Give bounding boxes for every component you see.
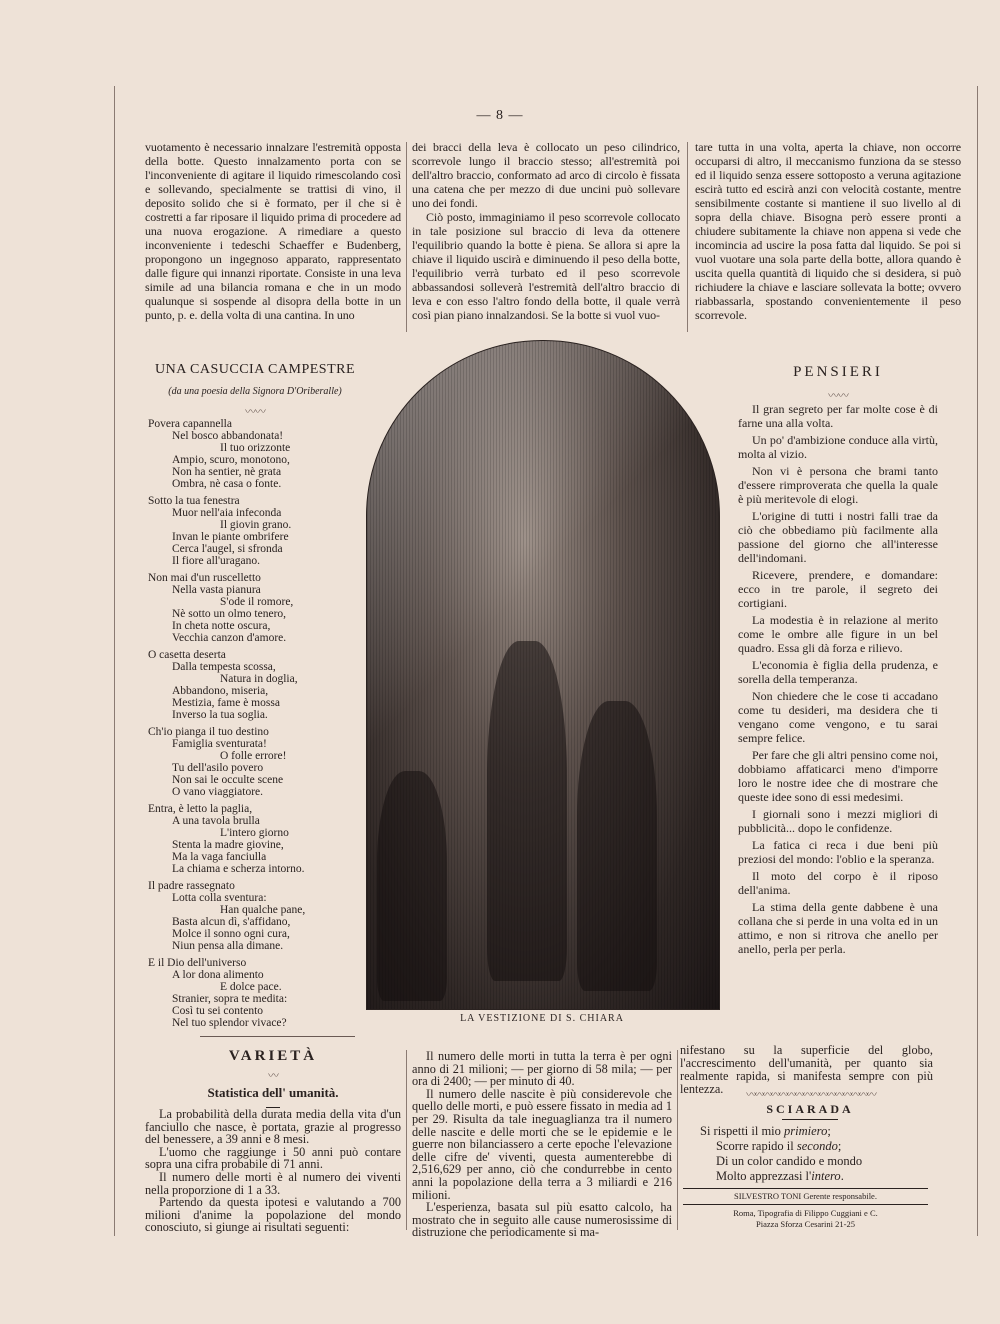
paragraph: dei bracci della leva è collocato un peso cilindrico, scorrevole lungo il braccio stesso; all'estremità poi dell'altro braccio, conformato ad arco di circolo è fissata una catena che per mezzo di due uncini può sollevare uno dei fondi. <box>412 140 680 210</box>
pensiero-item: Non vi è persona che brami tanto d'essere rimproverata che quella la quale è più meritevole di elogi. <box>738 464 938 506</box>
poem-line: Povera capannella <box>148 418 232 430</box>
footer-rule <box>683 1188 928 1189</box>
sciarada-line <box>700 1139 920 1154</box>
ornament: 〰〰 <box>245 406 265 418</box>
verse-text: Di un color candido e mondo <box>716 1154 863 1168</box>
poem-line: Non mai d'un ruscelletto <box>148 572 261 584</box>
column-divider <box>677 1050 678 1230</box>
poem-stanza <box>148 572 368 644</box>
poem-line: Famiglia sventurata! <box>172 738 267 750</box>
poem-line: Nel bosco abbandonata! <box>172 430 284 442</box>
ornament: 〰 <box>268 1070 278 1082</box>
varieta-col3-text: nifestano su la superficie del globo, l'accrescimento dell'umanità, per quanto sia realmente rapida, si manifesta sempre con più lentezza. <box>680 1043 933 1096</box>
page-number: — 8 — <box>476 108 524 123</box>
pensiero-item: Il moto del corpo è il riposo dell'anima. <box>738 869 938 897</box>
varieta-header <box>145 1048 401 1108</box>
verse-text: Molto apprezzasi l' <box>716 1169 812 1183</box>
verse-emphasis: primiero <box>784 1124 828 1138</box>
printer-line-2: Piazza Sforza Cesarini 21-25 <box>756 1219 855 1229</box>
poem-line: Muor nell'aia infeconda <box>172 507 282 519</box>
poem-line: S'ode il romore, <box>220 596 294 608</box>
poem-line: Molce il sonno ogni cura, <box>172 928 290 940</box>
pensiero-item: Per fare che gli altri pensino come noi, dobbiamo affaticarci meno d'imporre loro le nostre idee che di mostrare che queste idee sono di essi medesimi. <box>738 748 938 804</box>
pensieri-title: PENSIERI <box>793 364 883 380</box>
poem-header <box>145 362 365 425</box>
pensiero-item: Ricevere, prendere, e domandare: ecco in tre parole, il segreto dei cortigiani. <box>738 568 938 610</box>
pensiero-item: La stima della gente dabbene è una collana che si perde in una volta ed in un attimo, e non si ritrova che anello per anello, perla per perla. <box>738 900 938 956</box>
article-column-3 <box>695 140 961 322</box>
poem-line: Ampio, scuro, monotono, <box>172 454 290 466</box>
poem-line: Mestizia, fame è mossa <box>172 697 280 709</box>
paragraph: L'esperienza, basata sul più esatto calcolo, ha mostrato che in seguito alle cause numerosissime di distruzione che periodicamente si ma- <box>412 1200 672 1240</box>
poem-stanza <box>148 418 368 490</box>
varieta-title: VARIETÀ <box>228 1048 318 1064</box>
paragraph: Il numero delle morti è al numero dei viventi nella proporzione di 1 a 33. <box>145 1169 401 1197</box>
poem-line: Nè sotto un olmo tenero, <box>172 608 287 620</box>
poem-line: O casetta deserta <box>148 649 226 661</box>
wavy-rule: 〰〰〰〰〰〰〰〰〰〰〰〰〰〰〰〰 <box>746 1090 874 1100</box>
article-column-1 <box>145 140 401 322</box>
paragraph: tare tutta in una volta, aperta la chiave, non occorre occuparsi di altro, il meccanismo funziona da se stesso ed il liquido senza essere sottoposto a veruna agitazione escirà tutto ed escirà anzi con velocità costante, mentre sensibilmente costante si mantiene il suo livello al di sopra della chiave. Bisogna però essere pronti a chiudere subitamente la chiave non appena si vede che incomincia ad uscire la posa fatta dal liquido. Se poi si vuol vuotare una sola parte della botte, allora quando è uscita quella quantità di liquido che si desidera, si può richiudere la chiave e lasciare sollevata la botte; ovvero riabbassarla, spostando convenientemente il peso scorrevole. <box>695 140 961 322</box>
verse-emphasis: intero <box>811 1169 841 1183</box>
engraving-illustration <box>366 340 720 1010</box>
poem-stanza <box>148 880 368 952</box>
poem-body <box>148 418 368 1034</box>
poem-line: Ombra, nè casa o fonte. <box>172 478 282 490</box>
poem-line: Sotto la tua fenestra <box>148 495 240 507</box>
poem-line: Stenta la madre giovine, <box>172 839 284 851</box>
poem-line: Vecchia canzon d'amore. <box>172 632 287 644</box>
poem-line: Tu dell'asilo povero <box>172 762 264 774</box>
poem-stanza <box>148 649 368 721</box>
pensiero-item: Un po' d'ambizione conduce alla virtù, molta al vizio. <box>738 433 938 461</box>
poem-line: Non sai le occulte scene <box>172 774 284 786</box>
poem-line: E il Dio dell'universo <box>148 957 247 969</box>
poem-line: Nel tuo splendor vivace? <box>172 1017 287 1029</box>
poem-stanza <box>148 803 368 875</box>
poem-line: A una tavola brulla <box>172 815 260 827</box>
poem-line: E dolce pace. <box>220 981 282 993</box>
column-divider <box>406 1050 407 1230</box>
poem-line: Natura in doglia, <box>220 673 298 685</box>
figure-monk <box>577 701 657 991</box>
poem-line: Il fiore all'uragano. <box>172 555 260 567</box>
poem-line: La chiama e scherza intorno. <box>172 863 305 875</box>
poem-line: L'intero giorno <box>220 827 289 839</box>
poem-line: A lor dona alimento <box>172 969 264 981</box>
poem-line: Cerca l'augel, si sfronda <box>172 543 283 555</box>
poem-line: Abbandono, miseria, <box>172 685 269 697</box>
printer-info <box>683 1208 928 1230</box>
ornament: 〰〰 <box>828 390 848 402</box>
verse-punct: ; <box>837 1139 842 1153</box>
gerente-line: SILVESTRO TONI Gerente responsabile. <box>734 1191 877 1201</box>
poem-line: Han qualche pane, <box>220 904 306 916</box>
poem-line: Dalla tempesta scossa, <box>172 661 276 673</box>
poem-line: Così tu sei contento <box>172 1005 264 1017</box>
column-divider <box>406 142 407 332</box>
poem-line: Lotta colla sventura: <box>172 892 267 904</box>
poem-line: Niun pensa alla dimane. <box>172 940 284 952</box>
article-column-2 <box>412 140 680 322</box>
pensieri-list <box>738 402 938 959</box>
figure-saint <box>487 641 567 981</box>
paragraph: Il numero delle nascite è più considerevole che quello delle morti, e può essere fissato in media ad 1 per 29. Risulta da tale ineguaglianza tra il numero delle nascite e delle morti che se le epidemie e le guerre non bilanciassero a certe epoche l'elevazione delle cifre de' viventi, questa aumenterebbe di 2,516,629 per anno, ciò che condurrebbe in cento anni la popolazione della terra a 3 miliardi e 216 milioni. <box>412 1086 672 1202</box>
pensiero-item: L'economia è figlia della prudenza, e sorella della temperanza. <box>738 658 938 686</box>
section-rule <box>200 1036 355 1037</box>
varieta-column-3 <box>680 1044 933 1096</box>
poem-stanza <box>148 495 368 567</box>
verse-punct: . <box>840 1169 844 1183</box>
illustration-caption: LA VESTIZIONE DI S. CHIARA <box>460 1013 624 1024</box>
verse-punct: ; <box>827 1124 831 1138</box>
poem-line: Entra, è letto la paglia, <box>148 803 253 815</box>
poem-line: Non ha sentier, nè grata <box>172 466 282 478</box>
paragraph: Ciò posto, immaginiamo il peso scorrevole collocato in tale posizione sul braccio di leva da ottenere l'equilibrio quando la botte è piena. Se allora si apre la chiave il liquido uscirà e diminuendo il peso della botte, l'equilibrio verrà turbato ed il peso scorrevole abbassandosi solleverà l'estremità dell'altro braccio di leva e con esso l'altro fondo della botte, il quale verrà così pian piano innalzandosi. Se la botte si vuol vuo- <box>412 210 680 322</box>
pensiero-item: I giornali sono i mezzi migliori di pubblicità... dopo le confidenze. <box>738 807 938 835</box>
verse-text: Scorre rapido il <box>716 1139 797 1153</box>
poem-subtitle: (da una poesia della Signora D'Oriberalle) <box>168 386 342 397</box>
pensiero-item: La fatica ci reca i due beni più preziosi del mondo: l'oblio e la speranza. <box>738 838 938 866</box>
verse-emphasis: secondo <box>796 1139 838 1153</box>
poem-line: Ch'io pianga il tuo destino <box>148 726 269 738</box>
poem-line: Basta alcun dì, s'affidano, <box>172 916 291 928</box>
printer-line-1: Roma, Tipografia di Filippo Cuggiani e C. <box>733 1208 878 1218</box>
figure-kneeling <box>377 771 447 1001</box>
poem-line: In cheta notte oscura, <box>172 620 271 632</box>
poem-line: Il giovin grano. <box>220 519 292 531</box>
pensiero-item: Il gran segreto per far molte cose è di farne una alla volta. <box>738 402 938 430</box>
poem-line: Invan le piante ombrifere <box>172 531 289 543</box>
sciarada-verse <box>700 1124 920 1184</box>
paragraph: L'uomo che raggiunge i 50 anni può contare sopra una cifra probabile di 71 anni. <box>145 1144 401 1172</box>
pensiero-item: La modestia è in relazione al merito come le ombre alle figure in un bel quadro. Essa gli dà forza e rilievo. <box>738 613 938 655</box>
verse-text: Si rispetti il mio <box>700 1124 785 1138</box>
poem-line: Nella vasta pianura <box>172 584 261 596</box>
varieta-column-2 <box>412 1050 672 1239</box>
paragraph: La probabilità della durata media della vita d'un fanciullo che nasce, è portata, grazie al progresso del benessere, a 39 anni e 8 mesi. <box>145 1107 401 1147</box>
short-rule <box>782 1119 838 1120</box>
poem-line: Il padre rassegnato <box>148 880 235 892</box>
poem-title: UNA CASUCCIA CAMPESTRE <box>154 362 356 377</box>
sciarada-line <box>700 1124 920 1139</box>
poem-line: O folle errore! <box>220 750 287 762</box>
poem-stanza <box>148 957 368 1029</box>
varieta-subtitle: Statistica dell' umanità. <box>207 1085 339 1100</box>
poem-stanza <box>148 726 368 798</box>
pensiero-item: Non chiedere che le cose ti accadano come tu desideri, ma desidera che ti vengano come vengono, e tu sarai sempre felice. <box>738 689 938 745</box>
paragraph: vuotamento è necessario innalzare l'estremità opposta della botte. Questo innalzamento porta con se l'inconveniente di agitare il liquido rimescolando così e sollevando, specialmente se trattisi di vino, il deposito solido che si è formato, per il che si è costretti a far riposare il liquido prima di procedere ad una nuova erogazione. A rimediare a questo inconveniente i tedeschi Schaeffer e Budenberg, propongono un ingegnoso apparato, rappresentato dalle figure qui innanzi riportate. Consiste in una leva simile ad una bilancia romana e che in un modo qualunque si sospende al disopra della botte in un punto, p. e. della volta di una cantina. In uno <box>145 140 401 322</box>
column-divider <box>687 142 688 332</box>
sciarada-line <box>700 1169 920 1184</box>
sciarada-title: SCIARADA <box>766 1102 854 1116</box>
varieta-column-1 <box>145 1108 401 1234</box>
sciarada-line <box>700 1154 920 1169</box>
pensiero-item: L'origine di tutti i nostri falli trae da ciò che obbediamo più facilmente alla passione del giorno che all'interesse dell'indomani. <box>738 509 938 565</box>
poem-line: Inverso la tua soglia. <box>172 709 268 721</box>
paragraph: Partendo da questa ipotesi e valutando a 700 milioni d'anime la popolazione del mondo conosciuto, si giunge ai risultati seguenti: <box>145 1195 401 1235</box>
footer-rule <box>683 1204 928 1205</box>
poem-line: Il tuo orizzonte <box>220 442 291 454</box>
paragraph: Il numero delle morti in tutta la terra è per ogni anno di 21 milioni; — per giorno di 58 mila; — per ora di 2400; — per minuto di 40. <box>412 1049 672 1089</box>
poem-line: O vano viaggiatore. <box>172 786 264 798</box>
poem-line: Stranier, sopra te medita: <box>172 993 288 1005</box>
poem-line: Ma la vaga fanciulla <box>172 851 267 863</box>
